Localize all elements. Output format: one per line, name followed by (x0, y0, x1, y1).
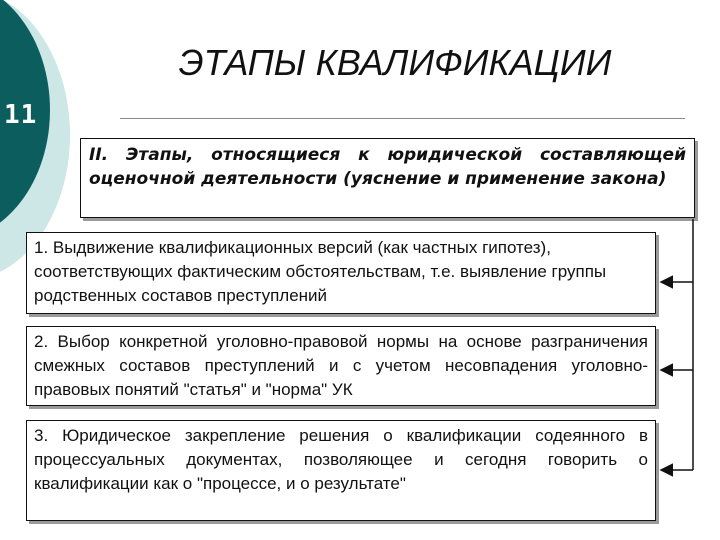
step-text-2: 2. Выбор конкретной уголовно-правовой нормы на основе разграничения смежных составов преступлений и с учетом несовпадения уголовно-правовых понятий "статья" и "норма" УК (34, 332, 648, 399)
step-text-1: 1. Выдвижение квалификационных версий (как частных гипотез), соответствующих фактическим обстоятельствам, т.е. выявление группы родственных составов преступлений (34, 238, 607, 305)
slide-title: ЭТАПЫ КВАЛИФИКАЦИИ (178, 42, 612, 83)
slide-number: 11 (4, 100, 38, 130)
stage-header-text: II. Этапы, относящиеся к юридической составляющей оценочной деятельности (уяснение и применение закона) (89, 145, 686, 189)
step-text-3: 3. Юридическое закрепление решения о квалификации содеянного в процессуальных документах, позволяющее и сегодня говорить о квалификации как о "процессе, и о результате" (34, 426, 648, 493)
